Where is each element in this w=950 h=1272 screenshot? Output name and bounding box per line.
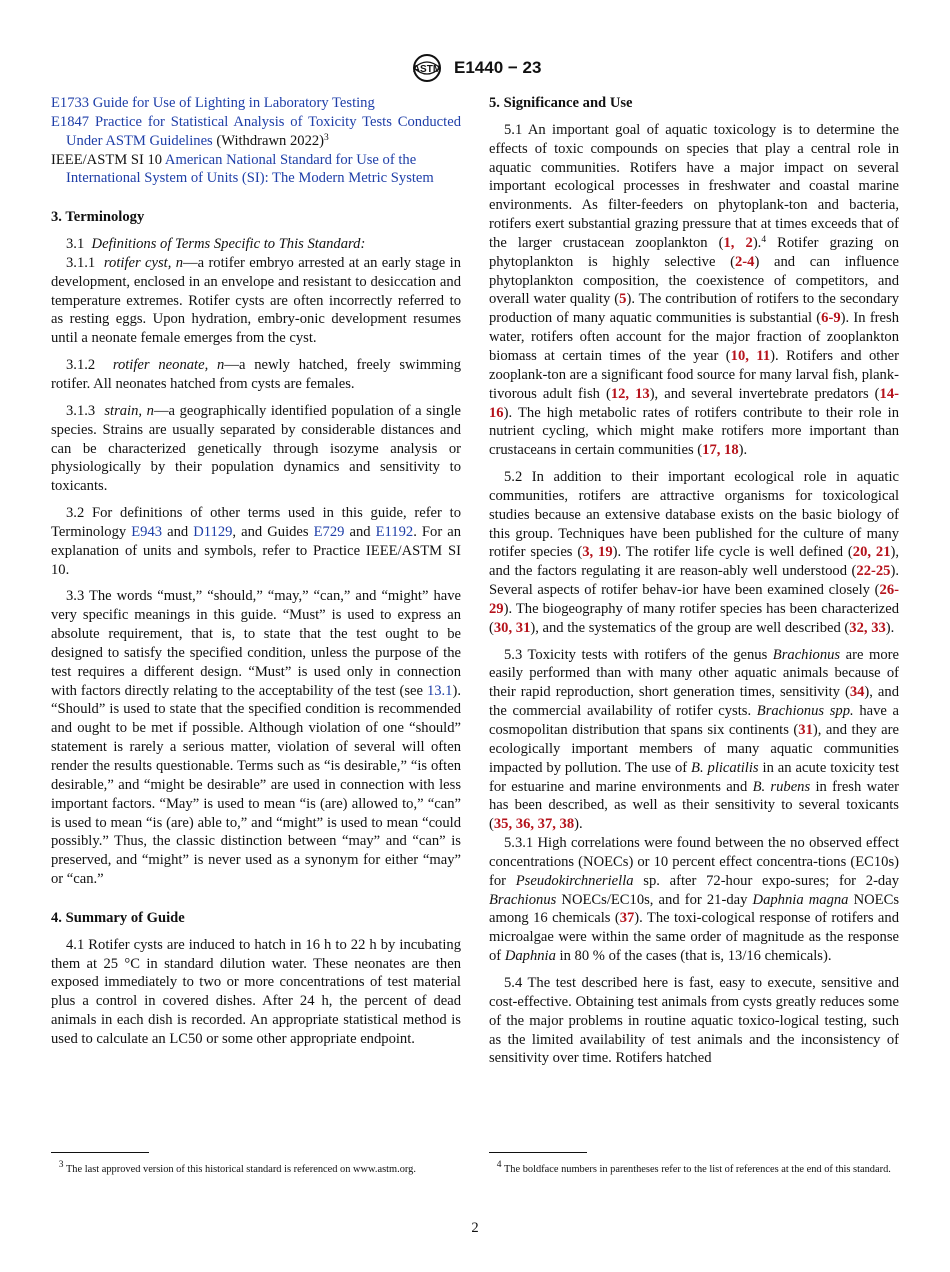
paragraph-3-2: 3.2 For definitions of other terms used in this guide, refer to Terminology E943 and D1129, and Guides E729 and E1192. For an explanation of units and symbols, refer to Practice IEEE/ASTM SI 10. <box>51 505 462 578</box>
ref-code-link[interactable]: E1733 <box>51 95 90 111</box>
citation[interactable]: 5 <box>619 291 627 308</box>
ref-title-link[interactable]: Practice for Statistical Analysis of Toxicity Tests Conducted Under ASTM Guidelines <box>66 113 461 149</box>
paragraph-3-1-2: 3.1.2 rotifer neonate, n—a newly hatched, freely swimming rotifer. All neonates hatched from cysts are females. <box>51 357 461 392</box>
paragraph-4-1: 4.1 Rotifer cysts are induced to hatch in 16 h to 22 h by incubating them at 25 °C in standard dilution water. These neonates are then exposed immediately to two or more concentrations of test material plus a control in covered dishes. After 24 h, the percent of dead animals in each dish is recorded. An appropriate statistical method is used to calculate an LC50 or some other appropriate endpoint. <box>51 936 461 1047</box>
citation[interactable]: 34 <box>849 684 865 701</box>
section-heading-terminology: 3. Terminology <box>51 209 145 226</box>
citation[interactable]: 3, 19 <box>582 544 613 561</box>
paragraph-5-3: 5.3 Toxicity tests with rotifers of the genus Brachionus are more easily performed than with many other aquatic animals because of their rapid reproduction, short generation times, sensitivity (34), and the commercial availability of rotifer cysts. Brachionus spp. have a cosmopolitan distribution that spans six continents (31), and they are ecologically important members of many aquatic communities impacted by pollution. The use of B. plicatilis in an acute toxicity test for estuarine and marine environments and B. rubens in fresh water has been described, as well as their sensitivity to several toxicants (35, 36, 37, 38). <box>489 646 900 833</box>
paragraph-5-4: 5.4 The test described here is fast, easy to execute, sensitive and cost-effective. Obtaining test animals from cysts greatly reduces some of the major problems in routine aquatic toxico-logical testing, such as the limited availability of test animals and the inconsistency of sensitivity over time. Rotifers hatched <box>489 974 899 1067</box>
citation[interactable]: 12, 13 <box>610 385 650 402</box>
link-e729[interactable]: E729 <box>313 523 345 540</box>
ref-code-link[interactable]: E1847 <box>51 113 90 130</box>
paragraph-3-1: 3.1 Definitions of Terms Specific to This Standard: <box>66 236 366 253</box>
citation[interactable]: 30, 31 <box>493 619 531 636</box>
paragraph-5-1: 5.1 An important goal of aquatic toxicology is to determine the effects of toxic compounds on species that play a central role in aquatic communities. Rotifers have a major impact on several important ecological processes in freshwater and coastal marine environments. As filter-feeders on phytoplank-ton and bacteria, rotifers exert substantial grazing pressure that at times exceeds that of the larger crustacean zooplankton (1, 2).$^4$ Rotifer grazing on phytoplankton is highly selective (2-4) and can influence phytoplankton composition, the coexistence of competitors, and overall water quality (5). The contribution of rotifers to the secondary production of many aquatic communities is substantial (6-9). In fresh water, rotifers often account for the major fraction of zooplankton biomass at certain times of the year (10, 11). Rotifers and other zooplank-ton are a significant food source for many larval fish, plank-tivorous adult fish (12, 13), and several invertebrate predators (14-16). The high metabolic rates of rotifers contribute to their role in nutrient cycling, which might make rotifers more important than crustaceans in certain communities (17, 18). <box>489 121 900 459</box>
citation[interactable]: 31 <box>798 722 813 738</box>
reference-e1733 <box>51 94 461 113</box>
citation[interactable]: 20, 21 <box>852 544 891 561</box>
reference-e1847 <box>51 113 461 151</box>
ref-code: IEEE/ASTM SI 10 <box>51 151 163 168</box>
citation[interactable]: 32, 33 <box>849 619 886 636</box>
citation[interactable]: 2-4 <box>735 253 755 270</box>
link-13-1[interactable]: 13.1 <box>426 682 453 699</box>
link-d1129[interactable]: D1129 <box>193 523 233 540</box>
page-number: 2 <box>471 1220 479 1236</box>
citation[interactable]: 37 <box>619 910 635 927</box>
document-id: E1440 − 23 <box>454 58 542 77</box>
left-column <box>51 94 461 1049</box>
section-heading-significance: 5. Significance and Use <box>489 95 633 111</box>
ref-title-link[interactable]: Guide for Use of Lighting in Laboratory Testing <box>92 95 375 111</box>
citation[interactable]: 22-25 <box>856 563 891 580</box>
footnote-4: $^4$ The boldface numbers in parentheses refer to the list of references at the end of this standard. <box>496 1160 891 1175</box>
ref-title-link[interactable]: American National Standard for Use of the International System of Units (SI): The Modern Metric System <box>66 151 434 187</box>
paragraph-5-3-1: 5.3.1 High correlations were found between the no observed effect concentrations (NOECs) or 10 percent effect concentra-tions (EC10s) for Pseudokirchneriella sp. after 72-hour expo-sures; for 2-day Brachionus NOECs/EC10s, and for 21-day Daphnia magna NOECs among 16 chemicals (37). The toxi-cological response of rotifers and microalgae were within the same order of magnitude as the response of Daphnia in 80 % of the cases (that is, 13/16 chemicals). <box>489 835 900 965</box>
section-heading-summary: 4. Summary of Guide <box>51 909 185 926</box>
link-e1192[interactable]: E1192 <box>375 523 414 540</box>
citation[interactable]: 1, 2 <box>723 234 753 251</box>
citation[interactable]: 35, 36, 37, 38 <box>493 816 575 833</box>
right-column <box>489 94 899 1068</box>
footnote-3: $^3$ The last approved version of this historical standard is referenced on www.astm.org. <box>58 1160 416 1175</box>
link-e943[interactable]: E943 <box>131 523 163 540</box>
citation[interactable]: 6-9 <box>821 310 841 327</box>
withdrawn-note: (Withdrawn 2022) <box>212 132 325 149</box>
paragraph-3-1-3: 3.1.3 strain, n—a geographically identified population of a single species. Strains are usually separated by considerable distances and can be characterized genetically through isozyme analysis or physiologically by their population dynamics and sensitivity to toxicants. <box>51 402 462 495</box>
paragraph-3-1-1: 3.1.1 rotifer cyst, n—a rotifer embryo arrested at an early stage in development, enclosed in an envelope and resistant to desiccation and temperature extremes. Rotifer cysts are often incorrectly referred to as resting eggs. Upon hydration, embry-onic development resumes until a neonate female emerges from the cyst. <box>51 254 461 347</box>
citation[interactable]: 10, 11 <box>730 347 771 364</box>
paragraph-3-3: 3.3 The words “must,” “should,” “may,” “can,” and “might” have very specific meanings in this guide. “Must” is used to express an absolute requirement, that is, to state that the test ought to be designed to satisfy the specified condition, unless the purpose of the test requires a different design. “Must” is used only in connection with factors directly relating to the acceptability of the test (see 13.1). “Should” is used to state that the specified condition is recommended and ought to be met if possible. Although violation of one “should” statement is rarely a serious matter, violation of several will often render the results questionable. Terms such as “is desirable,” “is often desirable,” and “might be desirable” are used in connection with less important factors. “May” is used to mean “is (are) allowed to,” “can” is used to mean “is (are) able to,” and “might” is used to mean “could possibly.” Thus, the classic distinction between “may” and “can” is preserved, and “might” is never used as a synonym for either “may” or “can.” <box>51 588 461 888</box>
citation[interactable]: 17, 18 <box>702 442 739 459</box>
reference-si10 <box>51 151 461 189</box>
footnote-rule-left <box>51 1152 149 1153</box>
footnote-rule-right <box>489 1152 587 1153</box>
footnote-marker: 4 <box>761 234 767 245</box>
svg-text:ASTM: ASTM <box>412 64 442 75</box>
citation[interactable]: 14-16 <box>489 385 899 421</box>
paragraph-5-2: 5.2 In addition to their important ecological role in aquatic communities, rotifers are attractive organisms for toxicological studies because an extensive database exists on the basic biology of this group. Techniques have been published for the culture of many rotifer species (3, 19). The rotifer life cycle is well defined (20, 21), and the factors regulating it are reason-ably well understood (22-25). Several aspects of rotifer behav-ior have been examined closely (26-29). The biogeography of many rotifer species has been characterized (30, 31), and the systematics of the group are well described (32, 33). <box>489 469 900 636</box>
footnote-marker: 3 <box>324 132 329 143</box>
citation[interactable]: 26-29 <box>489 582 899 617</box>
astm-logo <box>408 52 446 84</box>
